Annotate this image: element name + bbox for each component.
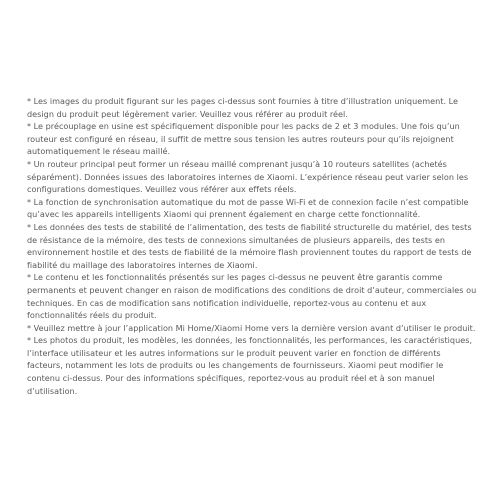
- disclaimer-paragraph-mesh-capacity: * Un routeur principal peut former un réseau maillé comprenant jusqu’à 10 routeurs satellites (achetés séparément). Données issues des laboratoires internes de Xiaomi. L’expérience réseau peut varier selon les configurations domestiques. Veuillez vous référer aux effets réels.: [27, 158, 469, 195]
- disclaimer-text-block: [27, 95, 477, 397]
- disclaimer-paragraph-wifi-sync: * La fonction de synchronisation automatique du mot de passe Wi-Fi et de connexion facile n’est compatible qu’avec les appareils intelligents Xiaomi qui prennent également en charge cette fonctionnalité.: [27, 196, 469, 220]
- disclaimer-paragraph-content-changes: * Le contenu et les fonctionnalités présentés sur les pages ci-dessus ne peuvent être garantis comme permanents et peuvent changer en raison de modifications des conditions de droit d’auteur, commerciales ou techniques. En cas de modification sans notification individuelle, reportez-vous au contenu et aux fonctionnalités réels du produit.: [27, 272, 477, 321]
- disclaimer-paragraph-app-update: * Veuillez mettre à jour l’application Mi Home/Xiaomi Home vers la dernière version avant d’utiliser le produit.: [27, 322, 476, 333]
- disclaimer-paragraph-reliability-tests: * Les données des tests de stabilité de l’alimentation, des tests de fiabilité structurelle du matériel, des tests de résistance de la mémoire, des tests de connexions simultanées de plusieurs appareils, des tests en environnement hostile et des tests de fiabilité de la mémoire flash proviennent toutes du rapport de tests de fiabilité du maillage des laboratoires internes de Xiaomi.: [27, 221, 472, 270]
- disclaimer-paragraph-product-variation: * Les photos du produit, les modèles, les données, les fonctionnalités, les performances, les caractéristiques, l’interface utilisateur et les autres informations sur le produit peuvent varier en fonction de différents facteurs, notamment les lots de produits ou les changements de fournisseurs. Xiaomi peut modifier le contenu ci-dessus. Pour des informations spécifiques, reportez-vous au produit réel et à son manuel d’utilisation.: [27, 335, 473, 396]
- disclaimer-paragraph-images: * Les images du produit figurant sur les pages ci-dessus sont fournies à titre d’illustration uniquement. Le design du produit peut légèrement varier. Veuillez vous référer au produit réel.: [27, 96, 459, 119]
- disclaimer-paragraph-precoupling: * Le précouplage en usine est spécifiquement disponible pour les packs de 2 et 3 modules. Une fois qu’un routeur est configuré en réseau, il suffit de mettre sous tension les autres routeurs pour qu’ils rejoignent automatiquement le réseau maillé.: [27, 121, 460, 157]
